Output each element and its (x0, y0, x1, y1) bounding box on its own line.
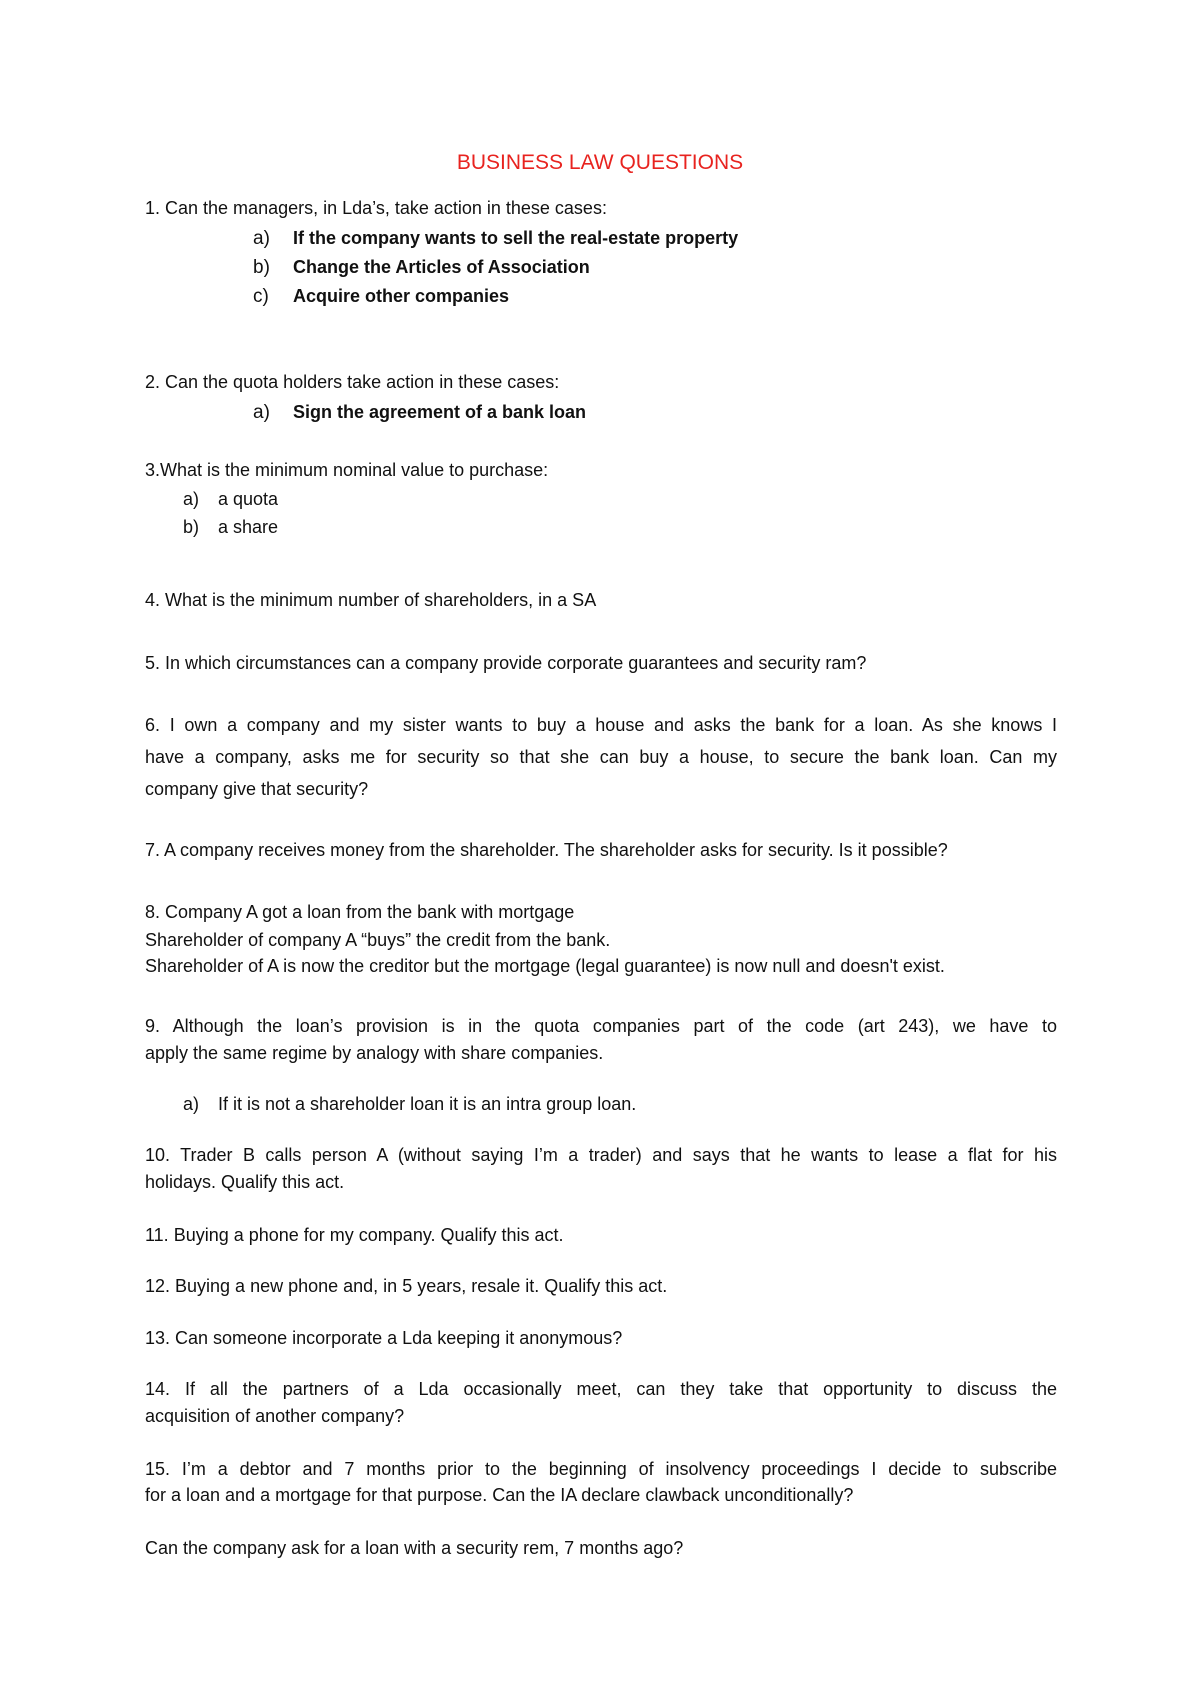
page-title: BUSINESS LAW QUESTIONS (456, 151, 744, 174)
question-8-line-1: 8. Company A got a loan from the bank with mortgage (145, 902, 575, 922)
q3-item-a: a quota (218, 489, 279, 509)
question-9-line-1: 9. Although the loan’s provision is in the quota companies part of the code (art 243), we have to (145, 1016, 1057, 1036)
question-11: 11. Buying a phone for my company. Qualify this act. (145, 1225, 564, 1245)
q1-item-b: Change the Articles of Association (293, 257, 590, 277)
q1-item-a: If the company wants to sell the real-estate property (293, 228, 739, 248)
q3-item-b: a share (218, 517, 279, 537)
question-8-line-3: Shareholder of A is now the creditor but the mortgage (legal guarantee) is now null and doesn't exist. (145, 956, 945, 976)
question-16: Can the company ask for a loan with a security rem, 7 months ago? (145, 1538, 684, 1558)
q1-item-b-letter: b) (253, 257, 270, 278)
question-6-line-1: 6. I own a company and my sister wants to buy a house and asks the bank for a loan. As she knows I (145, 715, 1057, 735)
q9-item-a-letter: a) (183, 1094, 200, 1114)
q1-item-c: Acquire other companies (293, 286, 510, 306)
q1-item-c-letter: c) (253, 286, 269, 307)
question-2: 2. Can the quota holders take action in these cases: (145, 372, 560, 392)
question-13: 13. Can someone incorporate a Lda keeping it anonymous? (145, 1328, 623, 1348)
question-8-line-2: Shareholder of company A “buys” the credit from the bank. (145, 930, 611, 950)
q2-item-a: Sign the agreement of a bank loan (293, 402, 587, 422)
question-6-line-2: have a company, asks me for security so that she can buy a house, to secure the bank loan. Can my (145, 747, 1057, 767)
question-3: 3.What is the minimum nominal value to purchase: (145, 460, 549, 480)
question-10-line-1: 10. Trader B calls person A (without saying I’m a trader) and says that he wants to lease a flat for his (145, 1145, 1057, 1165)
question-10-line-2: holidays. Qualify this act. (145, 1172, 345, 1192)
question-1: 1. Can the managers, in Lda’s, take action in these cases: (145, 198, 607, 218)
question-4: 4. What is the minimum number of shareholders, in a SA (145, 590, 597, 610)
question-12: 12. Buying a new phone and, in 5 years, resale it. Qualify this act. (145, 1276, 668, 1296)
q2-item-a-letter: a) (253, 402, 270, 423)
question-14-line-1: 14. If all the partners of a Lda occasionally meet, can they take that opportunity to discuss the (145, 1379, 1057, 1399)
question-7: 7. A company receives money from the shareholder. The shareholder asks for security. Is it possible? (145, 840, 948, 860)
question-6-line-3: company give that security? (145, 779, 369, 799)
q1-item-a-letter: a) (253, 228, 270, 249)
q9-item-a: If it is not a shareholder loan it is an intra group loan. (218, 1094, 637, 1114)
q3-item-b-letter: b) (183, 517, 200, 537)
question-15-line-2: for a loan and a mortgage for that purpose. Can the IA declare clawback unconditionally? (145, 1485, 854, 1505)
question-14-line-2: acquisition of another company? (145, 1406, 405, 1426)
q3-item-a-letter: a) (183, 489, 200, 509)
question-9-line-2: apply the same regime by analogy with share companies. (145, 1043, 604, 1063)
question-5: 5. In which circumstances can a company provide corporate guarantees and security ram? (145, 653, 867, 673)
question-15-line-1: 15. I’m a debtor and 7 months prior to the beginning of insolvency proceedings I decide to subscribe (145, 1459, 1057, 1479)
